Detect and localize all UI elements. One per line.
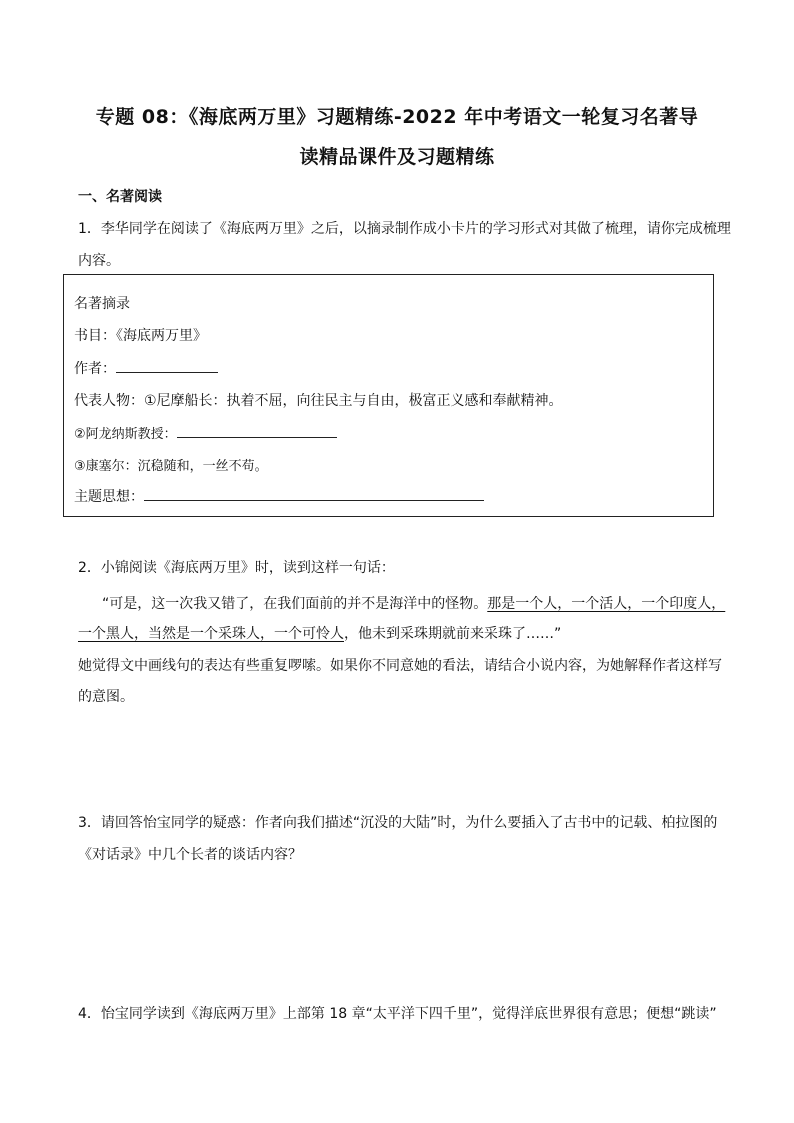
card-book-title: 书目：《海底两万里》 xyxy=(74,328,207,344)
card-conseil: ③康塞尔：沉稳随和，一丝不苟。 xyxy=(74,459,268,474)
document-title-line-1: 专题 08：《海底两万里》习题精练-2022 年中考语文一轮复习名著导 xyxy=(95,106,699,128)
excerpt-card xyxy=(63,274,714,517)
card-aronnax-label: ②阿龙纳斯教授： xyxy=(74,427,177,442)
question-4-line-1: 4．怡宝同学读到《海底两万里》上部第 18 章“太平洋下四千里”，觉得洋底世界很有意思；便想“跳读” xyxy=(78,1006,717,1022)
question-3-line-1: 3．请回答怡宝同学的疑惑：作者向我们描述“沉没的大陆”时，为什么要插入了古书中的记载、柏拉图的 xyxy=(78,815,718,831)
card-theme-label: 主题思想： xyxy=(74,489,144,505)
aronnax-answer-blank[interactable] xyxy=(177,423,337,438)
quote-plain-text: “可是，这一次我又错了，在我们面前的并不是海洋中的怪物。 xyxy=(102,596,488,612)
card-author-row xyxy=(74,358,218,378)
document-title-line-2: 读精品课件及习题精练 xyxy=(299,146,495,168)
question-2-quote-line-2 xyxy=(78,623,561,643)
quote-underlined-text: 那是一个人，一个活人，一个印度人， xyxy=(487,596,726,612)
theme-answer-blank[interactable] xyxy=(144,486,484,501)
card-aronnax-row xyxy=(74,423,337,442)
question-3-line-2: 《对话录》中几个长者的谈话内容？ xyxy=(78,847,302,863)
quote-underlined-text: 一个黑人，当然是一个采珠人，一个可怜人 xyxy=(78,626,344,642)
author-answer-blank[interactable] xyxy=(116,358,218,373)
question-1-line-1: 1．李华同学在阅读了《海底两万里》之后，以摘录制作成小卡片的学习形式对其做了梳理，请你完成梳理 xyxy=(78,221,731,237)
card-author-label: 作者： xyxy=(74,361,116,377)
question-2-line-4: 的意图。 xyxy=(78,689,134,705)
question-2-intro: 2．小锦阅读《海底两万里》时，读到这样一句话： xyxy=(78,560,395,576)
section-heading: 一、名著阅读 xyxy=(78,189,162,205)
question-2-line-3: 她觉得文中画线句的表达有些重复啰嗦。如果你不同意她的看法，请结合小说内容，为她解释作者这样写 xyxy=(78,658,722,674)
question-1-line-2: 内容。 xyxy=(78,253,120,269)
quote-plain-text: ，他未到采珠期就前来采珠了……” xyxy=(344,626,562,642)
question-2-quote-line-1 xyxy=(102,593,725,613)
card-characters: 代表人物：①尼摩船长：执着不屈，向往民主与自由，极富正义感和奉献精神。 xyxy=(74,393,563,409)
card-heading: 名著摘录 xyxy=(74,296,130,312)
card-theme-row xyxy=(74,486,484,506)
